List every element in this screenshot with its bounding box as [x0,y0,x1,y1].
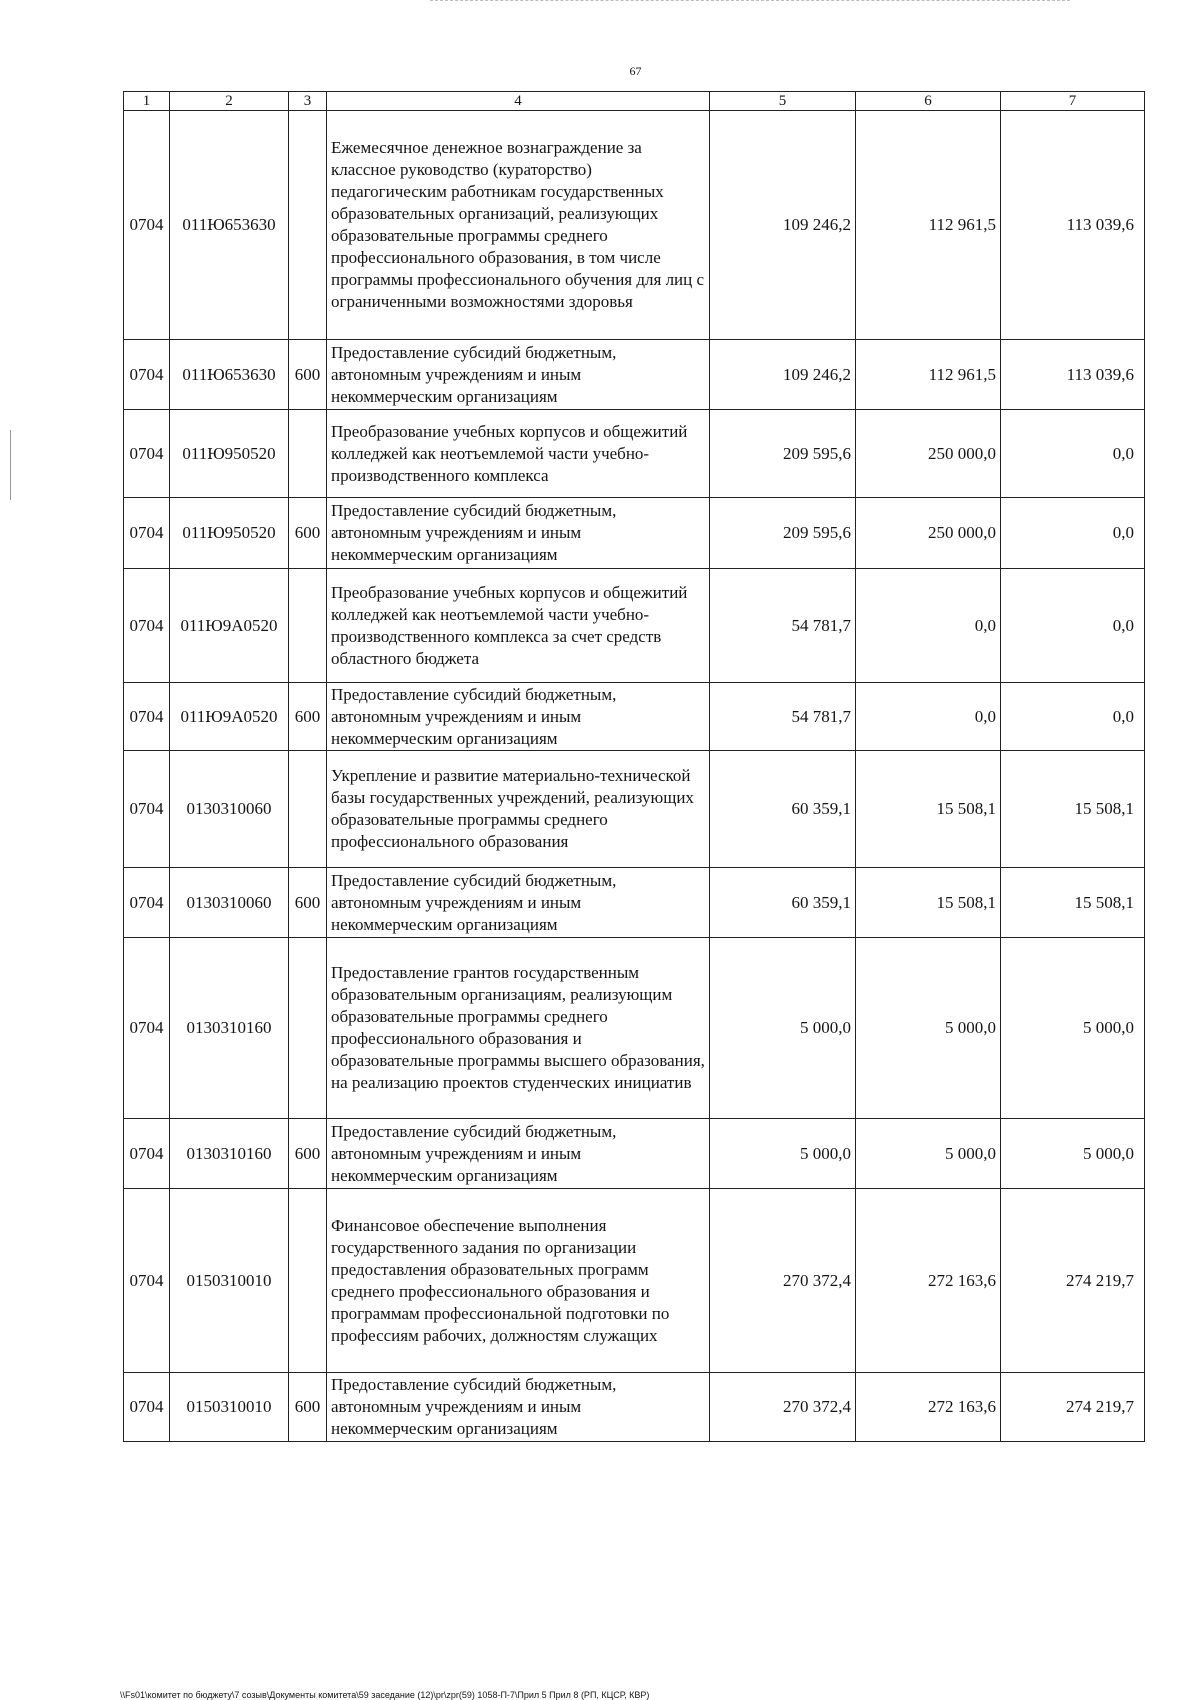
target-code: 0130310060 [170,751,289,868]
target-code: 011Ю653630 [170,340,289,410]
target-code: 011Ю9А0520 [170,569,289,683]
amount-year-3: 113 039,6 [1001,111,1145,340]
amount-year-1: 209 595,6 [710,410,856,498]
description: Укрепление и развитие материально-технической базы государственных учреждений, реализующих образовательные программы среднего профессионального образования [327,751,710,868]
section-code: 0704 [124,498,170,569]
table-row [124,1189,1145,1373]
description: Преобразование учебных корпусов и общежитий колледжей как неотъемлемой части учебно-производственного комплекса [327,410,710,498]
table-row [124,569,1145,683]
amount-year-2: 250 000,0 [856,498,1001,569]
amount-year-3: 15 508,1 [1001,868,1145,938]
column-header: 3 [289,92,327,111]
expense-kind [289,111,327,340]
section-code: 0704 [124,868,170,938]
amount-year-2: 250 000,0 [856,410,1001,498]
amount-year-2: 272 163,6 [856,1189,1001,1373]
amount-year-1: 5 000,0 [710,1119,856,1189]
amount-year-2: 112 961,5 [856,111,1001,340]
scan-top-line [430,0,1070,1]
description: Предоставление субсидий бюджетным, автономным учреждениям и иным некоммерческим организациям [327,683,710,751]
amount-year-1: 270 372,4 [710,1373,856,1442]
amount-year-3: 274 219,7 [1001,1373,1145,1442]
table-row [124,340,1145,410]
target-code: 011Ю9А0520 [170,683,289,751]
description: Предоставление субсидий бюджетным, автономным учреждениям и иным некоммерческим организациям [327,340,710,410]
expense-kind: 600 [289,683,327,751]
expense-kind [289,751,327,868]
section-code: 0704 [124,1119,170,1189]
amount-year-1: 109 246,2 [710,111,856,340]
amount-year-1: 54 781,7 [710,569,856,683]
table-row [124,1119,1145,1189]
table-row [124,498,1145,569]
amount-year-3: 274 219,7 [1001,1189,1145,1373]
column-header: 6 [856,92,1001,111]
amount-year-1: 270 372,4 [710,1189,856,1373]
amount-year-2: 15 508,1 [856,751,1001,868]
expense-kind [289,410,327,498]
target-code: 0130310060 [170,868,289,938]
amount-year-3: 15 508,1 [1001,751,1145,868]
amount-year-3: 0,0 [1001,410,1145,498]
description: Предоставление субсидий бюджетным, автономным учреждениям и иным некоммерческим организациям [327,1119,710,1189]
description: Предоставление грантов государственным образовательным организациям, реализующим образовательные программы среднего профессионального образования и образовательные программы высшего образования, на реализацию проектов студенческих инициатив [327,938,710,1119]
column-header: 4 [327,92,710,111]
description: Предоставление субсидий бюджетным, автономным учреждениям и иным некоммерческим организациям [327,868,710,938]
section-code: 0704 [124,1373,170,1442]
table-row [124,1373,1145,1442]
description: Финансовое обеспечение выполнения государственного задания по организации предоставления образовательных программ среднего профессионального образования и программам профессиональной подготовки по профессиям рабочих, должностям служащих [327,1189,710,1373]
expense-kind: 600 [289,1119,327,1189]
amount-year-2: 5 000,0 [856,1119,1001,1189]
scan-margin-mark [10,430,11,500]
target-code: 011Ю950520 [170,410,289,498]
section-code: 0704 [124,751,170,868]
section-code: 0704 [124,1189,170,1373]
section-code: 0704 [124,569,170,683]
column-header: 1 [124,92,170,111]
target-code: 0130310160 [170,938,289,1119]
expense-kind: 600 [289,498,327,569]
section-code: 0704 [124,340,170,410]
table-row [124,683,1145,751]
amount-year-2: 272 163,6 [856,1373,1001,1442]
column-header: 7 [1001,92,1145,111]
expense-kind [289,1189,327,1373]
target-code: 0150310010 [170,1189,289,1373]
expense-kind [289,938,327,1119]
amount-year-3: 0,0 [1001,569,1145,683]
budget-table [123,91,1145,1442]
table-row [124,938,1145,1119]
expense-kind: 600 [289,1373,327,1442]
target-code: 0150310010 [170,1373,289,1442]
amount-year-1: 209 595,6 [710,498,856,569]
amount-year-2: 0,0 [856,569,1001,683]
amount-year-3: 0,0 [1001,498,1145,569]
amount-year-2: 112 961,5 [856,340,1001,410]
description: Преобразование учебных корпусов и общежитий колледжей как неотъемлемой части учебно-производственного комплекса за счет средств областного бюджета [327,569,710,683]
amount-year-2: 5 000,0 [856,938,1001,1119]
description: Предоставление субсидий бюджетным, автономным учреждениям и иным некоммерческим организациям [327,1373,710,1442]
expense-kind [289,569,327,683]
target-code: 011Ю950520 [170,498,289,569]
column-number-row [124,92,1145,111]
description: Предоставление субсидий бюджетным, автономным учреждениям и иным некоммерческим организациям [327,498,710,569]
target-code: 0130310160 [170,1119,289,1189]
amount-year-1: 54 781,7 [710,683,856,751]
column-header: 5 [710,92,856,111]
table-row [124,751,1145,868]
target-code: 011Ю653630 [170,111,289,340]
amount-year-1: 5 000,0 [710,938,856,1119]
amount-year-1: 60 359,1 [710,751,856,868]
amount-year-3: 113 039,6 [1001,340,1145,410]
table-row [124,111,1145,340]
section-code: 0704 [124,938,170,1119]
amount-year-3: 5 000,0 [1001,938,1145,1119]
description: Ежемесячное денежное вознаграждение за классное руководство (кураторство) педагогическим работникам государственных образовательных организаций, реализующих образовательные программы среднего профессионального образования, в том числе программы профессионального обучения для лиц с ограниченными возможностями здоровья [327,111,710,340]
column-header: 2 [170,92,289,111]
expense-kind: 600 [289,868,327,938]
section-code: 0704 [124,683,170,751]
amount-year-3: 5 000,0 [1001,1119,1145,1189]
amount-year-2: 0,0 [856,683,1001,751]
table-row [124,410,1145,498]
section-code: 0704 [124,111,170,340]
section-code: 0704 [124,410,170,498]
table-row [124,868,1145,938]
amount-year-1: 109 246,2 [710,340,856,410]
expense-kind: 600 [289,340,327,410]
amount-year-2: 15 508,1 [856,868,1001,938]
amount-year-1: 60 359,1 [710,868,856,938]
footer-file-path: \\Fs01\комитет по бюджету\7 созыв\Документы комитета\59 заседание (12)\pr\zpr(59) 1058-П-7\Прил 5 Прил 8 (РП, КЦСР, КВР) [120,1690,650,1700]
page-number: 67 [629,64,642,78]
amount-year-3: 0,0 [1001,683,1145,751]
